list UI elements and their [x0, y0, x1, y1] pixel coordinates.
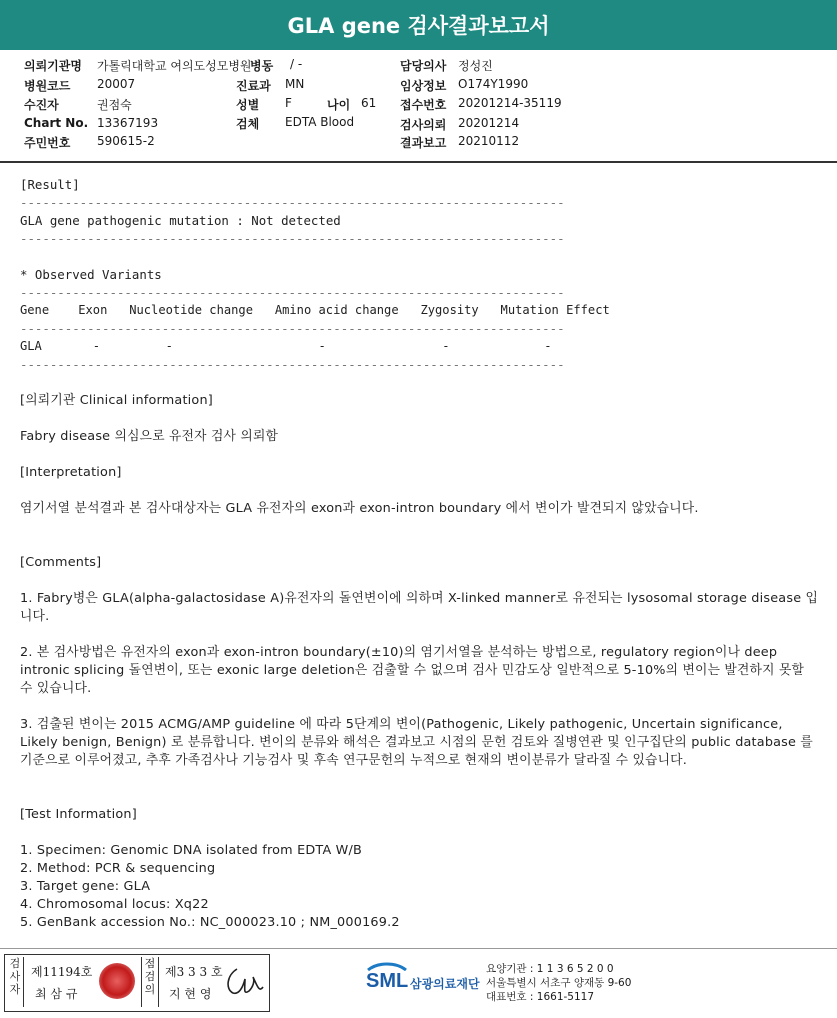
rrn-label: 주민번호 [24, 136, 71, 150]
test-info-heading: [Test Information] [20, 807, 137, 822]
checker-name: 지 현 영 [169, 987, 212, 1001]
ward-label: 병동 [250, 59, 274, 73]
age-label: 나이 [327, 98, 351, 112]
sex-label: 성별 [236, 98, 260, 112]
report-title-bar [0, 0, 837, 50]
interpretation-text: 염기서열 분석결과 본 검사대상자는 GLA 유전자의 exon과 exon-intron boundary 에서 변이가 발견되지 않았습니다. [20, 501, 699, 516]
result-line: GLA gene pathogenic mutation : Not detected [20, 213, 341, 228]
chart-label: Chart No. [24, 116, 89, 130]
insurance-value: O174Y1990 [458, 77, 529, 91]
checker-license: 제3 3 3 호 [165, 965, 223, 979]
ward-value: / - [290, 57, 303, 71]
report-date-label: 결과보고 [400, 136, 447, 150]
report-title: GLA gene 검사결과보고서 [287, 14, 550, 38]
org-name: 삼광의료재단 [410, 977, 480, 991]
hospcode-value: 20007 [97, 77, 136, 91]
hospcode-label: 병원코드 [24, 79, 71, 93]
org-info [486, 962, 631, 1004]
accession-label: 접수번호 [400, 98, 447, 112]
institution-label: 의뢰기관명 [24, 59, 82, 73]
variants-table-header: Gene Exon Nucleotide change Amino acid change Zygosity Mutation Effect [20, 303, 610, 317]
dash-line: ------------------------------------------------------------------------- [20, 195, 565, 210]
request-value: 20201214 [458, 116, 520, 130]
dash-line: ------------------------------------------------------------------------- [20, 321, 565, 336]
clinical-heading: [의뢰기관 Clinical information] [20, 393, 213, 408]
comments-heading: [Comments] [20, 555, 102, 570]
patient-value: 권점숙 [97, 98, 132, 112]
comment-item: 2. 본 검사방법은 유전자의 exon과 exon-intron boundary(±10)의 염기서열을 분석하는 방법으로, regulatory region이나 deep intronic splicing 돌연변이, 또는 exonic large deletion은 검출할 수 없으며 검사 민감도상 일반적으로 5-10%의 변이는 발견하지 못할 수 있습니다. [20, 645, 805, 696]
comment-item: 3. 검출된 변이는 2015 ACMG/AMP guideline 에 따라 5단계의 변이(Pathogenic, Likely pathogenic, Uncertain significance, Likely benign, Benign) 로 분류합니다. 변이의 분류와 해석은 결과보고 시점의 문헌 검토와 질병연관 및 인구집단의 public database 를 기준으로 이루어졌고, 추후 가족검사나 기능검사 및 후속 연구문헌의 누적으로 현재의 변이분류가 달라질 수 있습니다. [20, 717, 813, 768]
interpretation-heading: [Interpretation] [20, 465, 122, 480]
sex-value: F [285, 96, 292, 110]
test-info-item: 3. Target gene: GLA [20, 879, 151, 894]
patient-label: 수진자 [24, 98, 59, 112]
dash-line: ------------------------------------------------------------------------- [20, 231, 565, 246]
variants-heading: * Observed Variants [20, 267, 162, 282]
request-label: 검사의뢰 [400, 118, 447, 132]
header-divider [0, 161, 837, 163]
rrn-value: 590615-2 [97, 134, 155, 148]
specimen-value: EDTA Blood [285, 115, 355, 129]
org-phone: 대표번호 : 1661-5117 [486, 991, 595, 1003]
chart-value: 13367193 [97, 116, 159, 130]
test-info-item: 1. Specimen: Genomic DNA isolated from EDTA W/B [20, 843, 363, 858]
test-info-item: 5. GenBank accession No.: NC_000023.10 ; NM_000169.2 [20, 915, 400, 930]
examiner-label: 검사자 [7, 957, 24, 1007]
result-heading: [Result] [20, 177, 80, 192]
checker-label: 점검의 [141, 957, 159, 1007]
signature-mark [223, 961, 265, 1001]
examiner-name: 최 삼 규 [35, 987, 78, 1001]
insurance-label: 임상정보 [400, 79, 447, 93]
specimen-label: 검체 [236, 117, 260, 131]
clinical-text: Fabry disease 의심으로 유전자 검사 의뢰함 [20, 429, 279, 444]
dash-line: ------------------------------------------------------------------------- [20, 285, 565, 300]
org-address: 서울특별시 서초구 양재동 9-60 [486, 977, 632, 989]
examiner-license: 제11194호 [31, 965, 93, 979]
dept-value: MN [285, 77, 305, 91]
variants-table-row: GLA - - - - - [20, 339, 552, 353]
logo-text: SML [366, 970, 409, 992]
signature-box [4, 954, 270, 1012]
age-value: 61 [361, 96, 377, 110]
test-info-item: 4. Chromosomal locus: Xq22 [20, 897, 209, 912]
seal-stamp [99, 963, 135, 999]
institution-value: 가톨릭대학교 여의도성모병원 [97, 59, 252, 73]
report-date-value: 20210112 [458, 134, 520, 148]
test-info-item: 2. Method: PCR & sequencing [20, 861, 216, 876]
dash-line: ------------------------------------------------------------------------- [20, 357, 565, 372]
accession-value: 20201214-35119 [458, 96, 562, 110]
patient-header [0, 53, 837, 161]
org-code: 요양기관 : 1 1 3 6 5 2 0 0 [486, 963, 614, 975]
dept-label: 진료과 [236, 79, 271, 93]
sml-logo [366, 962, 480, 996]
doctor-value: 정성진 [458, 59, 493, 73]
doctor-label: 담당의사 [400, 59, 447, 73]
comment-item: 1. Fabry병은 GLA(alpha-galactosidase A)유전자의 돌연변이에 의하며 X-linked manner로 유전되는 lysosomal storage disease 입니다. [20, 591, 819, 624]
